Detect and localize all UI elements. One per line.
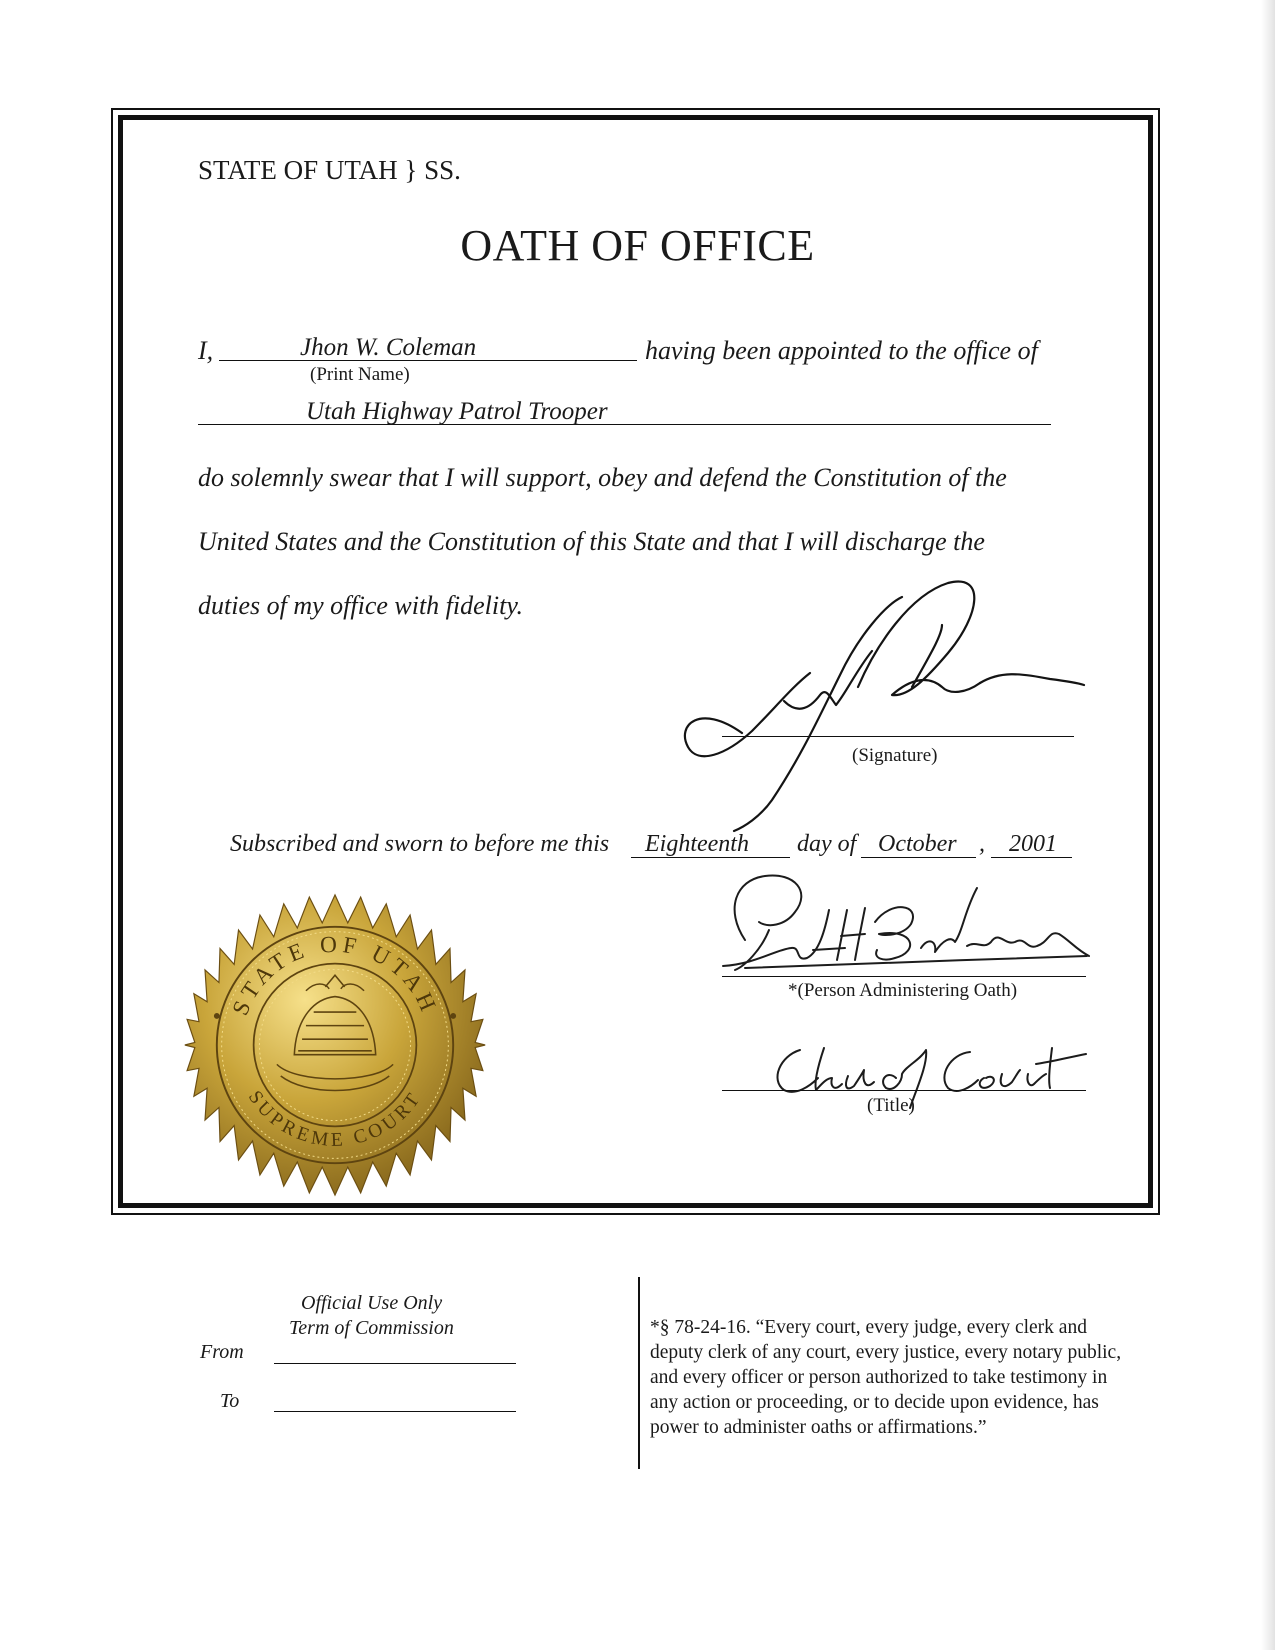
administrator-signature-line [722, 976, 1086, 977]
title-caption: (Title) [867, 1095, 915, 1116]
venue-line: STATE OF UTAH } SS. [198, 155, 461, 185]
appointed-text: having been appointed to the office of [645, 336, 1038, 365]
sworn-year: 2001 [1009, 831, 1057, 857]
official-use-heading: Official Use Only [301, 1292, 443, 1314]
document-title: OATH OF OFFICE [460, 221, 815, 270]
administrator-signature [715, 870, 1095, 980]
date-comma: , [979, 831, 985, 857]
to-label: To [220, 1390, 240, 1412]
seal-text-top: STATE OF UTAH [227, 931, 443, 1020]
oath-taker-signature [680, 575, 1090, 835]
oath-prefix: I, [198, 336, 214, 365]
to-field-line [274, 1411, 516, 1412]
footer-divider [638, 1277, 640, 1469]
oath-body-line-1: do solemnly swear that I will support, obey and defend the Constitution of the [198, 463, 1007, 492]
signature-caption: (Signature) [852, 745, 938, 766]
administrator-title-handwritten [770, 1030, 1090, 1110]
sworn-day: Eighteenth [645, 831, 749, 857]
office-name: Utah Highway Patrol Trooper [306, 398, 608, 425]
print-name-caption: (Print Name) [310, 364, 410, 385]
sworn-month: October [878, 831, 957, 857]
printed-name: Jhon W. Coleman [300, 334, 477, 361]
title-line [722, 1090, 1086, 1091]
day-of-text: day of [797, 831, 857, 857]
subscription-text: Subscribed and sworn to before me this [230, 831, 610, 857]
statute-citation: *§ 78-24-16. “Every court, every judge, every clerk and deputy clerk of any court, every justice, every notary public, and every officer or person authorized to take testimony in any action or proceeding, or to decide upon evidence, has power to administer oaths or affirmations.” [650, 1317, 1122, 1438]
administrator-caption: *(Person Administering Oath) [788, 980, 1018, 1001]
from-field-line [274, 1363, 516, 1364]
seal-text-bottom: SUPREME COURT [243, 1087, 427, 1152]
state-seal [180, 890, 490, 1200]
term-of-commission-heading: Term of Commission [289, 1317, 454, 1339]
oath-body-line-2: United States and the Constitution of this State and that I will discharge the [198, 527, 985, 556]
oath-body-line-3: duties of my office with fidelity. [198, 591, 523, 620]
from-label: From [200, 1341, 244, 1363]
